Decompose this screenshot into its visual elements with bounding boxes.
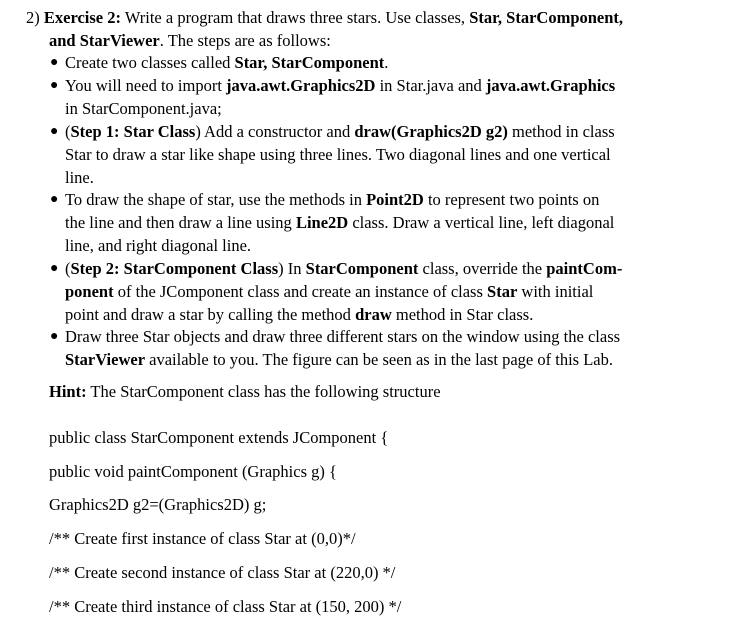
bullet-3-line-2 (65, 145, 611, 165)
bullet-text: method in Star class. (391, 305, 534, 324)
bullet-bold-text: Star, StarComponent (234, 53, 385, 72)
bullet-text: ( (65, 122, 71, 141)
bullet-bold-text: Star (487, 282, 518, 301)
bullet-text: Draw three Star objects and draw three different stars on the window using the class (65, 327, 621, 346)
bullet-2-line-1 (65, 76, 615, 96)
bullet-text: line, and right diagonal line. (65, 236, 252, 255)
bullet-text: the line and then draw a line using (65, 213, 296, 232)
bullet-text: in StarComponent.java; (65, 99, 222, 118)
bullet-text: Star to draw a star like shape using three lines. Two diagonal lines and one vertical (65, 145, 611, 164)
code-line: /** Create first instance of class Star at (0,0)*/ (49, 529, 356, 548)
bullet-bold-text: Step 1: Star Class (70, 122, 196, 141)
bullet-bold-text: draw(Graphics2D g2) (354, 122, 508, 141)
bullet-text: in Star.java and (375, 76, 486, 95)
bullet-bold-text: Line2D (295, 213, 349, 232)
bullet-bold-text: paintCom- (546, 259, 623, 278)
bullet-text: line. (65, 168, 94, 187)
bullet-text: . (384, 53, 389, 72)
code-line: /** Create second instance of class Star at (220,0) */ (49, 563, 396, 582)
bullet-4-line-3 (65, 236, 251, 256)
bullet-dot: ● (50, 78, 59, 93)
bullet-bold-text: draw (355, 305, 392, 324)
bullet-dot: ● (50, 261, 59, 276)
bullet-text: You will need to import (65, 76, 227, 95)
code-line: /** Create third instance of class Star at (150, 200) */ (49, 597, 402, 616)
bullet-dot: ● (50, 124, 59, 139)
exercise-intro: Write a program that draws three stars. Use classes, (121, 8, 470, 27)
bullet-6-line-1 (65, 327, 620, 347)
hint-line (49, 382, 441, 402)
code-line: public void paintComponent (Graphics g) { (49, 462, 337, 481)
bullet-text: class, override the (418, 259, 547, 278)
bullet-text: ) In (278, 259, 306, 278)
bullet-3-line-3 (65, 168, 94, 188)
exercise-heading: Exercise 2: (43, 8, 122, 27)
hint-text: The StarComponent class has the following structure (86, 382, 441, 401)
bullet-dot: ● (50, 55, 59, 70)
bullet-text: To draw the shape of star, use the methods in (65, 190, 367, 209)
bullet-5-line-1 (65, 259, 622, 279)
exercise-classes: Star, StarComponent, (469, 8, 624, 27)
bullet-bold-text: StarComponent (305, 259, 419, 278)
bullet-6-line-2 (65, 350, 613, 370)
bullet-text: class. Draw a vertical line, left diagonal (348, 213, 615, 232)
exercise-viewer-class: and StarViewer (49, 31, 160, 50)
bullet-dot: ● (50, 192, 59, 207)
bullet-dot: ● (50, 329, 59, 344)
bullet-2-line-2 (65, 99, 222, 119)
bullet-text: ) Add a constructor and (195, 122, 355, 141)
exercise-intro-line-2 (49, 31, 331, 51)
bullet-text: to represent two points on (423, 190, 600, 209)
bullet-4-line-1 (65, 190, 599, 210)
exercise-title-line (26, 8, 730, 28)
bullet-bold-text: Point2D (366, 190, 424, 209)
bullet-bold-text: Step 2: StarComponent Class (70, 259, 279, 278)
bullet-bold-text: StarViewer (65, 350, 146, 369)
bullet-text: ( (65, 259, 71, 278)
bullet-text: of the JComponent class and create an instance of class (113, 282, 488, 301)
exercise-number: 2) (26, 8, 40, 27)
hint-label: Hint: (49, 382, 87, 401)
code-line: public class StarComponent extends JComponent { (49, 428, 389, 447)
bullet-5-line-2 (65, 282, 593, 302)
bullet-3-line-1 (65, 122, 615, 142)
bullet-1-line-1 (65, 53, 388, 73)
bullet-text: Create two classes called (65, 53, 235, 72)
bullet-text: available to you. The figure can be seen as in the last page of this Lab. (145, 350, 613, 369)
bullet-bold-text: java.awt.Graphics (485, 76, 616, 95)
bullet-text: with initial (517, 282, 594, 301)
code-line: Graphics2D g2=(Graphics2D) g; (49, 495, 267, 514)
bullet-text: method in class (507, 122, 615, 141)
exercise-steps-intro: . The steps are as follows: (159, 31, 331, 50)
bullet-4-line-2 (65, 213, 614, 233)
bullet-bold-text: java.awt.Graphics2D (226, 76, 376, 95)
bullet-5-line-3 (65, 305, 533, 325)
bullet-bold-text: ponent (65, 282, 114, 301)
bullet-text: point and draw a star by calling the method (65, 305, 356, 324)
